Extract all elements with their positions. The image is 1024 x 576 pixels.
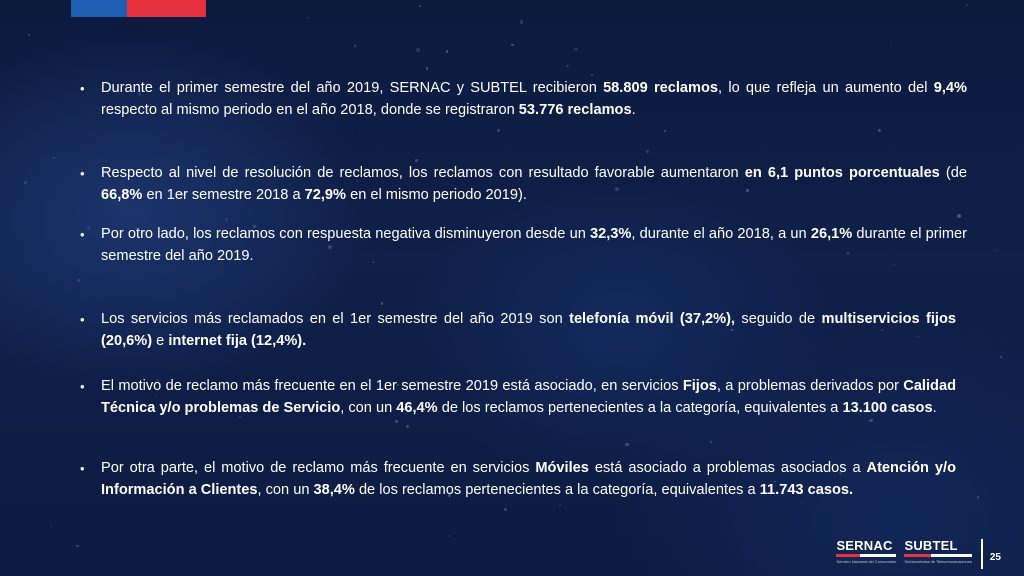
bullet-bold-run: 53.776 reclamos [518, 101, 632, 118]
bullet-resolucion-favorable [80, 163, 967, 206]
flag-red-block [127, 0, 206, 17]
sparkle-dot [520, 20, 524, 24]
bullet-bold-run: 58.809 reclamos [603, 80, 719, 96]
sparkle-dot [24, 181, 27, 184]
bullet-run: , con un [257, 481, 314, 498]
bullet-run: , con un [340, 399, 397, 416]
bullet-reclamos-total [80, 78, 967, 121]
sparkle-dot [354, 45, 356, 47]
bullet-run: Por otra parte, el motivo de reclamo más frecuente en servicios [101, 460, 536, 476]
bullet-run: . [932, 399, 937, 416]
sparkle-dot [710, 441, 712, 443]
bullet-servicios-reclamados [80, 309, 956, 352]
sparkle-dot [416, 48, 419, 51]
bullet-run: en el mismo periodo 2019). [346, 186, 527, 203]
sparkle-dot [664, 130, 666, 132]
sparkle-dot [1000, 356, 1003, 359]
flag-blue-block [71, 0, 127, 17]
sparkle-dot [878, 129, 881, 132]
sparkle-dot [395, 420, 398, 423]
bullet-bold-run: Atención y/o Información a Clientes [101, 460, 956, 498]
subtel-logo-bar [904, 554, 972, 557]
bullet-bold-run: 66,8% [101, 186, 143, 203]
bullet-bold-run: 26,1% [810, 226, 853, 242]
sparkle-dot [307, 17, 309, 19]
sparkle-dot [646, 150, 649, 153]
sparkle-dot [38, 46, 40, 48]
bullet-bold-run: 32,3% [590, 226, 632, 242]
bullet-run: e [152, 332, 169, 349]
bullet-respuesta-negativa [80, 224, 967, 267]
sparkle-dot [511, 44, 513, 46]
bullet-bold-run: Fijos [682, 378, 717, 394]
bullet-run: , durante el año 2018, a un [631, 226, 811, 242]
bullet-run: durante el primer semestre del año 2019. [101, 226, 968, 264]
bullet-text [101, 376, 956, 419]
sparkle-dot [76, 545, 78, 547]
bullet-dot: • [80, 312, 85, 327]
sparkle-dot [957, 214, 961, 218]
bullet-bold-run: 38,4% [313, 481, 355, 498]
sparkle-dot [419, 5, 421, 7]
footer-logos [836, 539, 972, 564]
bullet-bold-run: 11.743 casos. [759, 481, 854, 498]
bullet-text [101, 309, 956, 352]
bullet-run: seguido de [735, 311, 822, 327]
bullet-motivo-moviles [80, 458, 956, 501]
bullet-bold-run: 13.100 casos [842, 399, 933, 416]
sparkle-dot [77, 279, 80, 282]
sparkle-dot [449, 535, 450, 536]
sparkle-dot [591, 74, 593, 76]
bullet-bold-run: multiservicios fijos (20,6%) [101, 311, 956, 349]
bullet-dot: • [80, 166, 85, 181]
sparkle-dot [406, 425, 409, 428]
bullet-bold-run: 46,4% [396, 399, 438, 416]
bullet-bold-run: Calidad Técnica y/o problemas de Servicio [101, 378, 956, 416]
sparkle-dot [890, 46, 891, 47]
sparkle-dot [566, 65, 568, 67]
bullet-text [101, 163, 967, 206]
bullet-dot: • [80, 461, 85, 476]
bullet-run: de los reclamos pertenecientes a la categoría, equivalentes a [354, 481, 760, 498]
bullet-text [101, 458, 956, 501]
bullet-bold-run: 72,9% [304, 186, 347, 203]
bullet-run: , a problemas derivados por [716, 378, 904, 394]
bullet-bold-run: en 6,1 puntos porcentuales [744, 165, 940, 181]
sparkle-dot [977, 496, 979, 498]
sernac-logo-bar [836, 554, 896, 557]
bullet-text [101, 224, 967, 267]
bullet-text [101, 78, 967, 121]
footer-divider [981, 539, 983, 569]
sparkle-dot [574, 48, 578, 52]
sparkle-dot [381, 302, 383, 304]
bullet-bold-run: 9,4% [933, 80, 967, 96]
bullet-run: Respecto al nivel de resolución de reclamos, los reclamos con resultado favorable aumentaron [101, 165, 745, 181]
bullet-bold-run: Móviles [535, 460, 589, 476]
sernac-logo [836, 539, 896, 564]
sparkle-dot [966, 4, 968, 6]
sernac-logo-text: SERNAC [836, 538, 893, 553]
bullet-motivo-fijos [80, 376, 956, 419]
sparkle-dot [426, 67, 429, 70]
bullet-run: Durante el primer semestre del año 2019, SERNAC y SUBTEL recibieron [101, 80, 604, 96]
bullet-run: está asociado a problemas asociados a [588, 460, 867, 476]
sernac-logo-tagline: Servicio Nacional del Consumidor [836, 559, 897, 564]
sparkle-dot [415, 159, 418, 162]
bullet-run: Los servicios más reclamados en el 1er semestre del año 2019 son [101, 311, 570, 327]
bullet-bold-run: internet fija (12,4%). [168, 332, 307, 349]
bullet-bold-run: telefonía móvil (37,2%), [569, 311, 736, 327]
bullet-run: . [631, 101, 636, 118]
chile-flag-stripe [71, 0, 206, 17]
subtel-logo-text: SUBTEL [904, 538, 958, 553]
sparkle-dot [225, 218, 227, 220]
sparkle-dot [869, 419, 873, 423]
bullet-dot: • [80, 81, 85, 96]
sparkle-dot [51, 526, 53, 528]
sparkle-dot [504, 508, 507, 511]
bullet-run: (de [939, 165, 967, 181]
bullet-run: Por otro lado, los reclamos con respuesta negativa disminuyeron desde un [101, 226, 591, 242]
subtel-logo-tagline: Subsecretaría de Telecomunicaciones [904, 559, 972, 564]
page-number: 25 [989, 552, 1001, 563]
sparkle-dot [446, 50, 449, 53]
sparkle-dot [497, 129, 500, 132]
sparkle-dot [995, 250, 997, 252]
sparkle-dot [559, 504, 561, 506]
bullet-run: de los reclamos pertenecientes a la categoría, equivalentes a [437, 399, 843, 416]
bullet-run: , lo que refleja un aumento del [718, 80, 934, 96]
sparkle-dot [625, 443, 629, 447]
sparkle-dot [53, 157, 55, 159]
bullet-dot: • [80, 227, 85, 242]
subtel-logo [904, 539, 972, 564]
bullet-run: en 1er semestre 2018 a [142, 186, 305, 203]
sparkle-dot [359, 129, 360, 130]
sparkle-dot [801, 502, 802, 503]
bullet-run: El motivo de reclamo más frecuente en el 1er semestre 2019 está asociado, en servicios [101, 378, 683, 394]
bullet-run: respecto al mismo periodo en el año 2018, donde se registraron [101, 101, 519, 118]
sparkle-dot [28, 34, 30, 36]
bullet-dot: • [80, 379, 85, 394]
